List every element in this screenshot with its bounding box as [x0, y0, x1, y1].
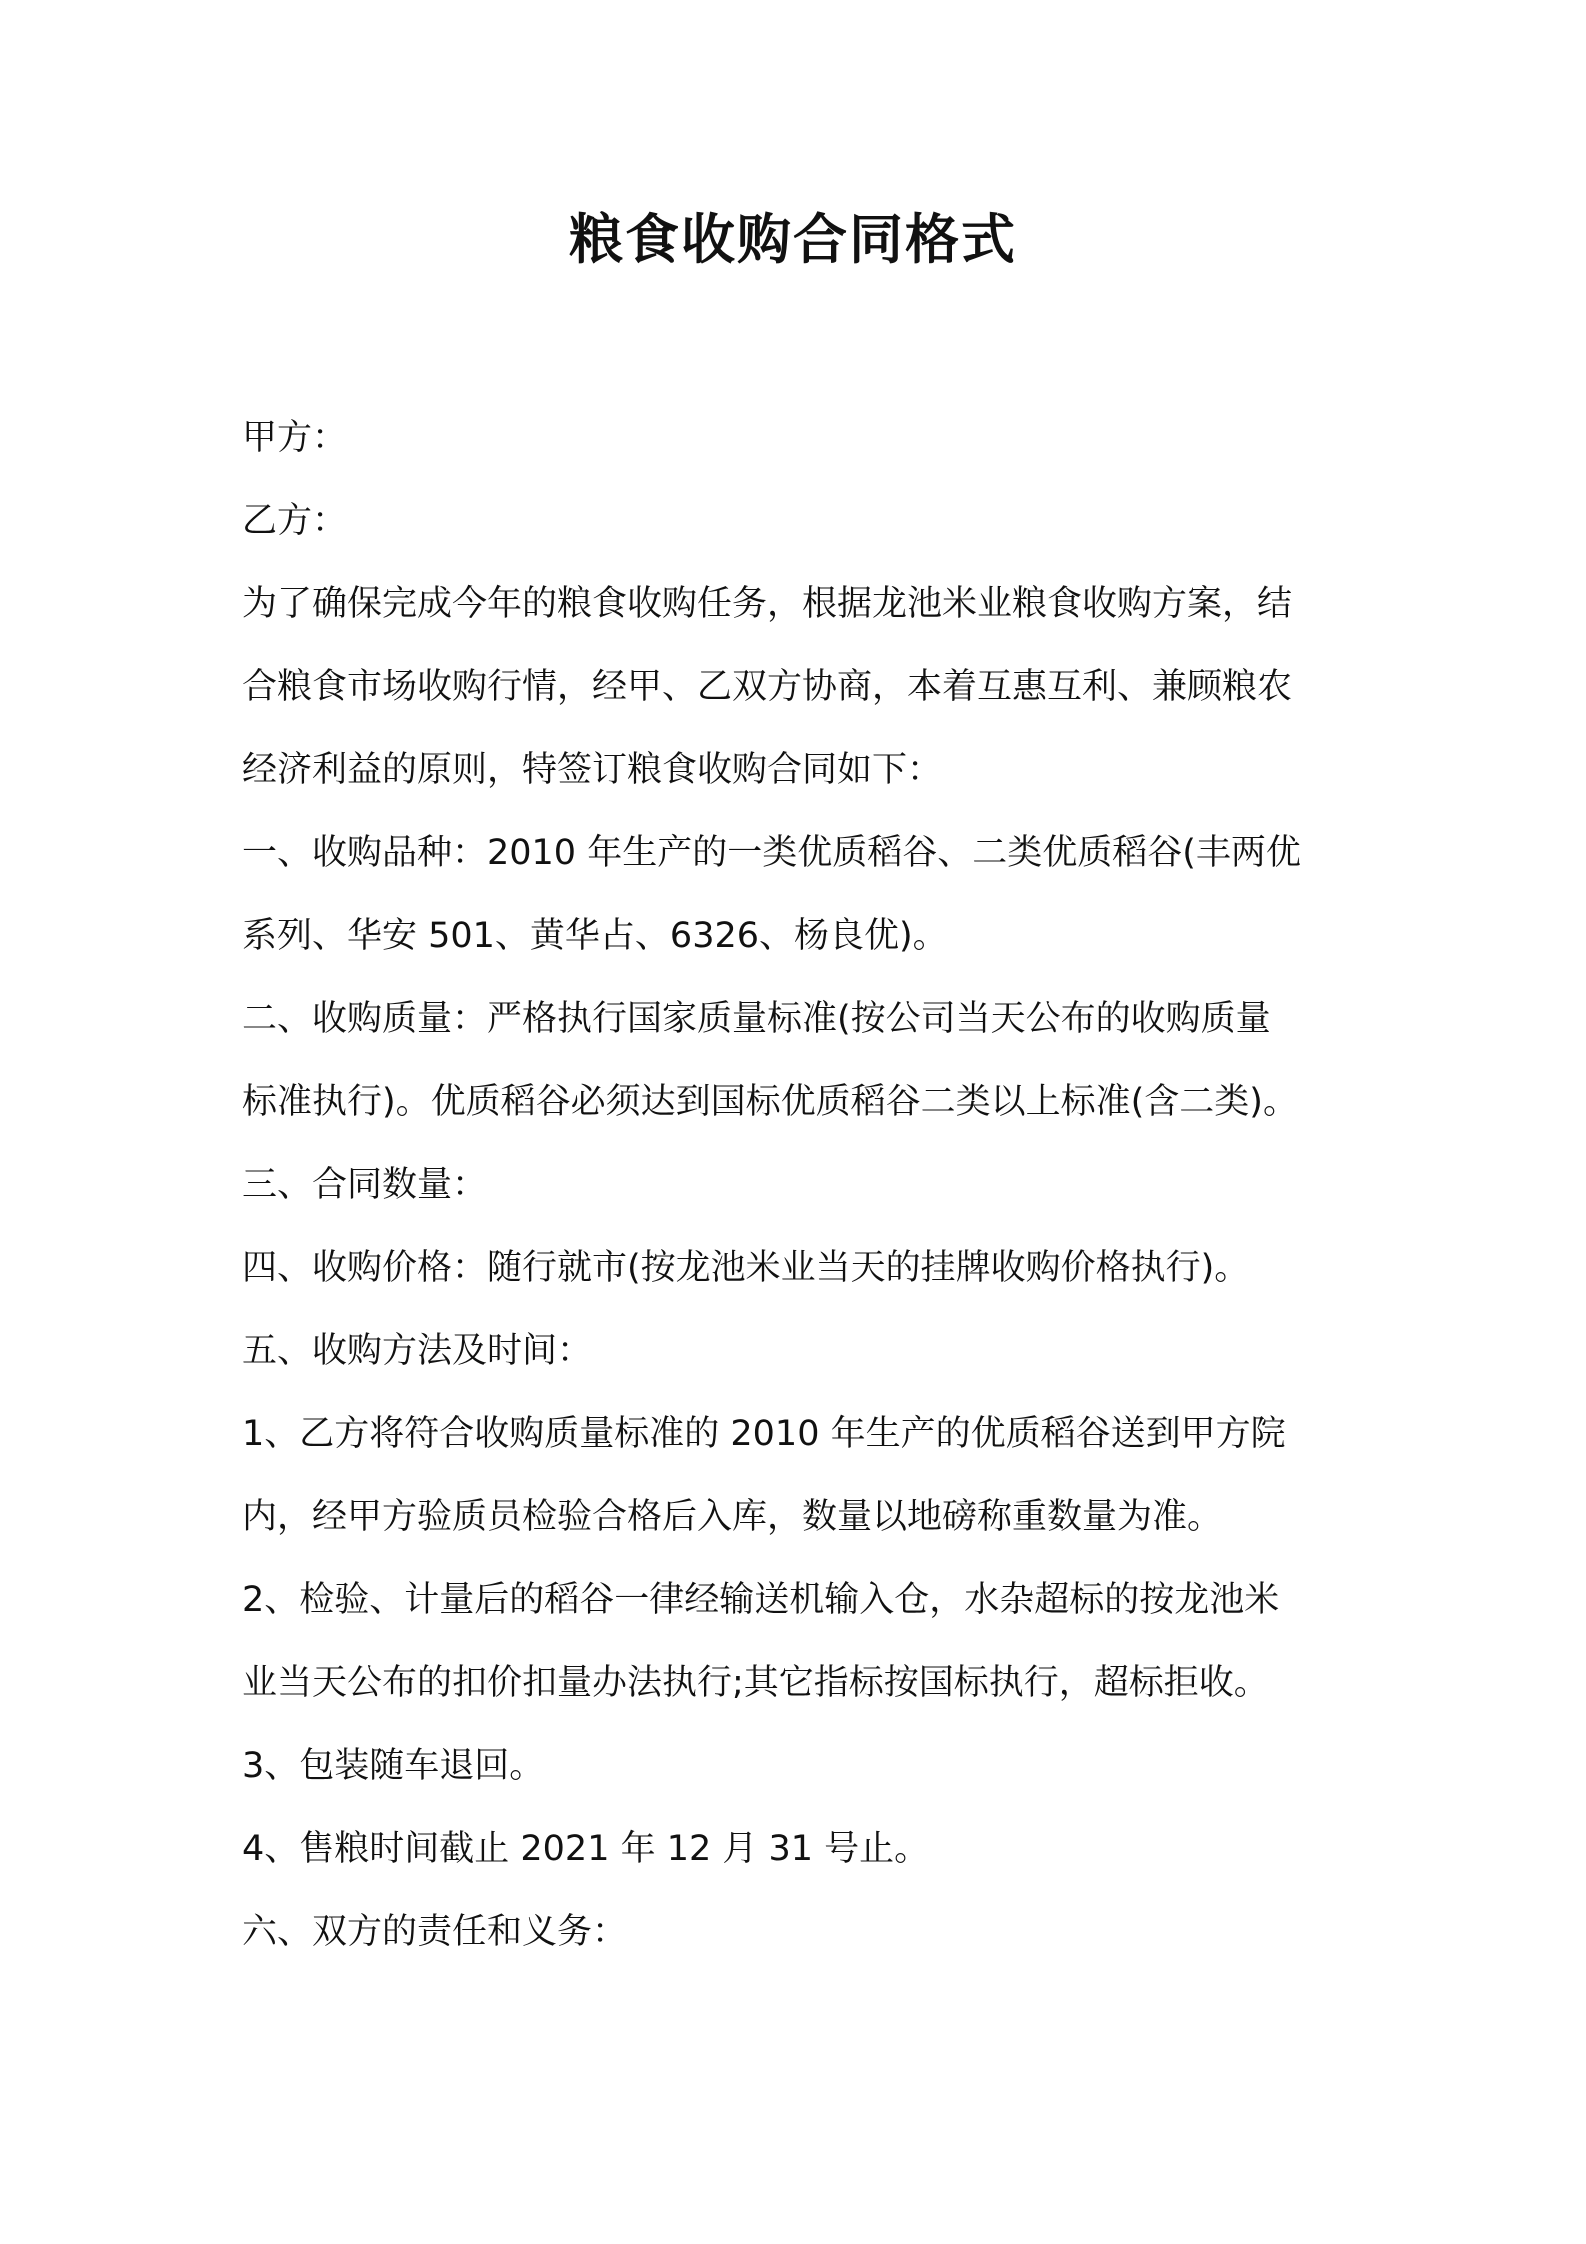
- item-1-line-1: 1、乙方将符合收购质量标准的 2010 年生产的优质稻谷送到甲方院: [242, 1414, 1286, 1454]
- preamble-line-1: 为了确保完成今年的粮食收购任务，根据龙池米业粮食收购方案，结: [242, 584, 1293, 624]
- clause-5-heading: 五、收购方法及时间：: [242, 1331, 593, 1371]
- party-b-line: 乙方：: [242, 501, 348, 541]
- item-4-line: 4、售粮时间截止 2021 年 12 月 31 号止。: [242, 1829, 930, 1869]
- document-title: 粮食收购合同格式: [569, 208, 1017, 271]
- document-body: [242, 408, 1352, 1985]
- clause-6-heading: 六、双方的责任和义务：: [242, 1912, 628, 1952]
- preamble-line-2: 合粮食市场收购行情，经甲、乙双方协商，本着互惠互利、兼顾粮农: [242, 667, 1293, 707]
- item-2-line-1: 2、检验、计量后的稻谷一律经输送机输入仓，水杂超标的按龙池米: [242, 1580, 1280, 1620]
- clause-2-line-1: 二、收购质量：严格执行国家质量标准(按公司当天公布的收购质量: [242, 999, 1271, 1039]
- clause-1-line-1: 一、收购品种：2010 年生产的一类优质稻谷、二类优质稻谷(丰两优: [242, 833, 1301, 873]
- item-1-line-2: 内，经甲方验质员检验合格后入库，数量以地磅称重数量为准。: [242, 1497, 1223, 1537]
- clause-2-line-2: 标准执行)。优质稻谷必须达到国标优质稻谷二类以上标准(含二类)。: [242, 1082, 1298, 1122]
- item-2-line-2: 业当天公布的扣价扣量办法执行;其它指标按国标执行，超标拒收。: [242, 1663, 1269, 1703]
- item-3-line: 3、包装随车退回。: [242, 1746, 545, 1786]
- clause-3-line: 三、合同数量：: [242, 1165, 488, 1205]
- clause-4-line: 四、收购价格：随行就市(按龙池米业当天的挂牌收购价格执行)。: [242, 1248, 1250, 1288]
- preamble-line-3: 经济利益的原则，特签订粮食收购合同如下：: [242, 750, 943, 790]
- clause-1-line-2: 系列、华安 501、黄华占、6326、杨良优)。: [242, 916, 948, 956]
- party-a-line: 甲方：: [242, 418, 348, 458]
